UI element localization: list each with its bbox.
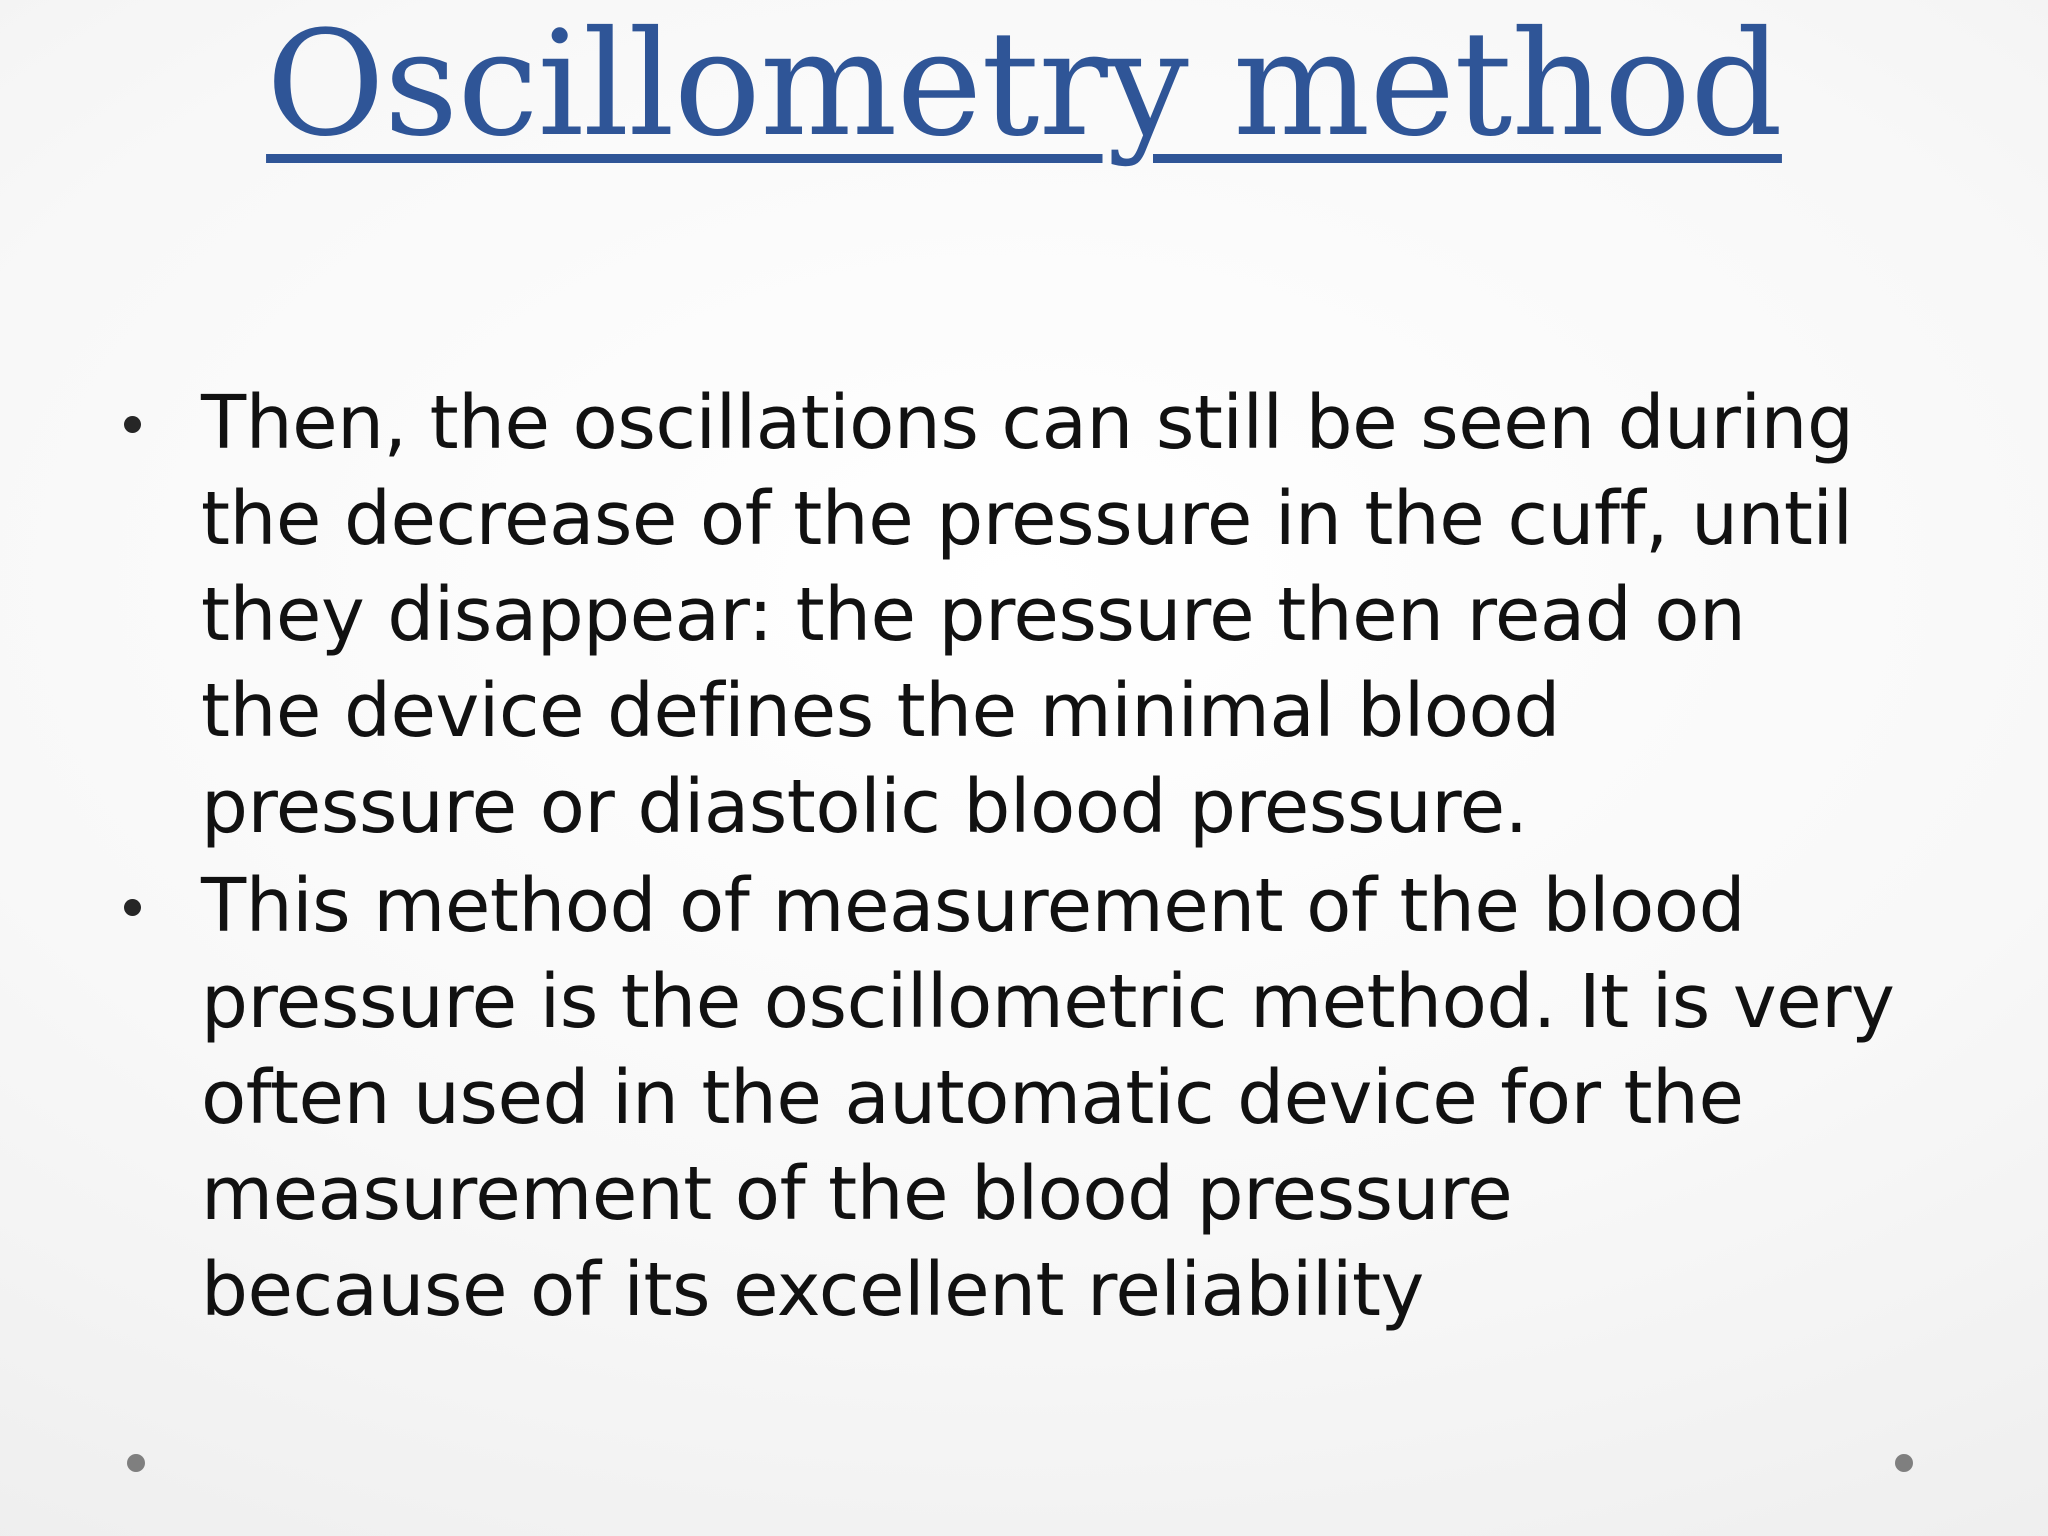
bullet-dot-icon <box>124 899 141 916</box>
corner-dot-icon <box>1895 1454 1913 1472</box>
bullet-line: the device defines the minimal blood <box>201 668 1560 754</box>
bullet-line: the decrease of the pressure in the cuff, until <box>201 476 1853 562</box>
corner-dot-icon <box>127 1454 145 1472</box>
bullet-line: Then, the oscillations can still be seen during <box>201 380 1854 466</box>
bullet-line: because of its excellent reliability <box>201 1247 1424 1333</box>
bullet-line: measurement of the blood pressure <box>201 1151 1513 1237</box>
bullet-item <box>124 375 2024 855</box>
bullet-text <box>201 858 2024 1338</box>
slide-title: Oscillometry method <box>266 0 1782 169</box>
bullet-dot-icon <box>124 416 141 433</box>
bullet-item <box>124 858 2024 1338</box>
bullet-line: they disappear: the pressure then read on <box>201 572 1746 658</box>
bullet-line: This method of measurement of the blood <box>201 863 1746 949</box>
bullet-text <box>201 375 2024 855</box>
bullet-line: pressure or diastolic blood pressure. <box>201 764 1528 850</box>
bullet-line: pressure is the oscillometric method. It is very <box>201 959 1895 1045</box>
bullet-list <box>124 375 2024 1341</box>
bullet-line: often used in the automatic device for the <box>201 1055 1744 1141</box>
